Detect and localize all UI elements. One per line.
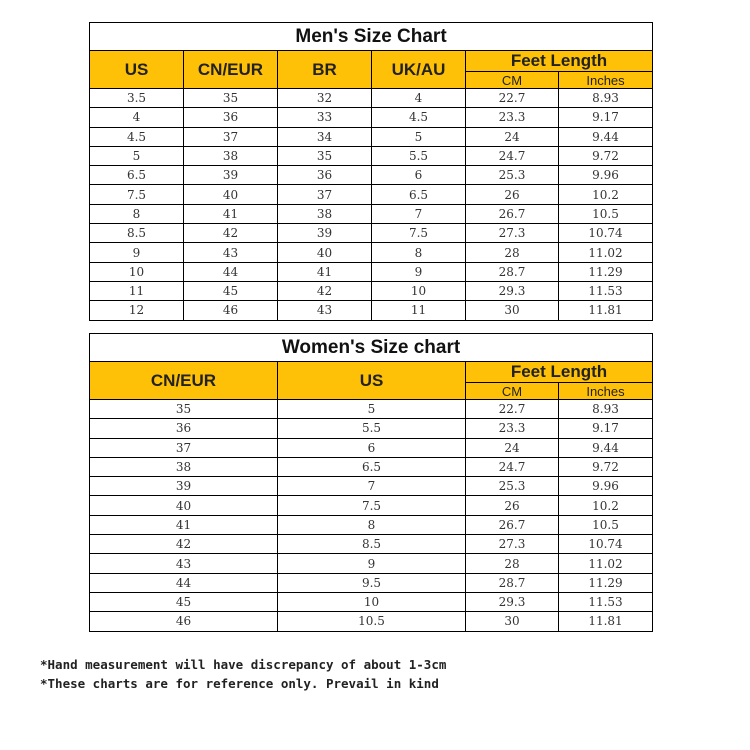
table-cell: 5.5: [372, 146, 466, 165]
men-header-cm: CM: [466, 72, 559, 89]
men-header-inches: Inches: [559, 72, 653, 89]
table-cell: 22.7: [466, 89, 559, 108]
table-cell: 7.5: [278, 496, 466, 515]
table-cell: 7.5: [90, 185, 184, 204]
table-row: [90, 262, 653, 281]
table-cell: 10: [90, 262, 184, 281]
table-row: [90, 146, 653, 165]
table-row: [90, 573, 653, 592]
table-cell: 27.3: [466, 224, 559, 243]
women-header-cm: CM: [466, 383, 559, 400]
table-cell: 44: [90, 573, 278, 592]
table-cell: 24.7: [466, 457, 559, 476]
table-cell: 37: [278, 185, 372, 204]
table-row: [90, 204, 653, 223]
table-cell: 26: [466, 185, 559, 204]
table-cell: 12: [90, 301, 184, 320]
table-row: [90, 224, 653, 243]
table-cell: 28.7: [466, 262, 559, 281]
table-cell: 11.29: [559, 262, 653, 281]
table-cell: 8: [372, 243, 466, 262]
table-cell: 28: [466, 554, 559, 573]
table-cell: 4.5: [90, 127, 184, 146]
table-cell: 10.74: [559, 224, 653, 243]
table-cell: 23.3: [466, 419, 559, 438]
table-row: [90, 457, 653, 476]
table-cell: 11.81: [559, 612, 653, 631]
table-cell: 26: [466, 496, 559, 515]
table-cell: 34: [278, 127, 372, 146]
table-cell: 25.3: [466, 166, 559, 185]
table-cell: 11.02: [559, 554, 653, 573]
table-cell: 26.7: [466, 204, 559, 223]
table-cell: 38: [278, 204, 372, 223]
table-cell: 42: [278, 281, 372, 300]
women-header-us: US: [278, 362, 466, 400]
table-cell: 42: [90, 535, 278, 554]
table-cell: 10.2: [559, 185, 653, 204]
table-cell: 10.74: [559, 535, 653, 554]
table-cell: 23.3: [466, 108, 559, 127]
table-row: [90, 515, 653, 534]
table-row: [90, 496, 653, 515]
table-row: [90, 185, 653, 204]
table-cell: 36: [90, 419, 278, 438]
table-cell: 24: [466, 127, 559, 146]
table-cell: 9.44: [559, 127, 653, 146]
table-row: [90, 89, 653, 108]
men-chart-title: Men's Size Chart: [90, 23, 653, 51]
table-row: [90, 400, 653, 419]
men-header-br: BR: [278, 51, 372, 89]
table-cell: 9.44: [559, 438, 653, 457]
women-table-body: [90, 400, 653, 632]
table-cell: 10: [278, 592, 466, 611]
table-row: [90, 438, 653, 457]
table-row: [90, 612, 653, 631]
men-header-uk-au: UK/AU: [372, 51, 466, 89]
table-cell: 11.81: [559, 301, 653, 320]
table-row: [90, 477, 653, 496]
table-cell: 4: [372, 89, 466, 108]
table-cell: 6: [372, 166, 466, 185]
table-cell: 30: [466, 612, 559, 631]
table-cell: 11.53: [559, 281, 653, 300]
note-measurement: *Hand measurement will have discrepancy of about 1-3cm: [40, 657, 447, 672]
table-row: [90, 419, 653, 438]
table-cell: 40: [278, 243, 372, 262]
table-cell: 33: [278, 108, 372, 127]
women-size-chart-table: [89, 333, 653, 632]
table-cell: 11.53: [559, 592, 653, 611]
table-row: [90, 592, 653, 611]
table-cell: 27.3: [466, 535, 559, 554]
table-cell: 24.7: [466, 146, 559, 165]
table-cell: 39: [278, 224, 372, 243]
table-cell: 9.72: [559, 146, 653, 165]
table-cell: 7: [278, 477, 466, 496]
table-cell: 37: [184, 127, 278, 146]
table-cell: 11: [90, 281, 184, 300]
table-cell: 8.5: [90, 224, 184, 243]
table-cell: 28: [466, 243, 559, 262]
table-row: [90, 108, 653, 127]
table-cell: 5: [278, 400, 466, 419]
table-cell: 11: [372, 301, 466, 320]
women-header-cn-eur: CN/EUR: [90, 362, 278, 400]
women-header-feet-length: Feet Length: [466, 362, 653, 383]
women-chart-title: Women's Size chart: [90, 334, 653, 362]
table-cell: 43: [90, 554, 278, 573]
table-cell: 36: [278, 166, 372, 185]
table-cell: 38: [90, 457, 278, 476]
table-cell: 6.5: [90, 166, 184, 185]
table-cell: 4: [90, 108, 184, 127]
men-table-body: [90, 89, 653, 321]
table-cell: 39: [184, 166, 278, 185]
table-cell: 46: [90, 612, 278, 631]
table-cell: 11.29: [559, 573, 653, 592]
table-cell: 43: [278, 301, 372, 320]
table-cell: 44: [184, 262, 278, 281]
table-cell: 9.5: [278, 573, 466, 592]
table-cell: 9.96: [559, 166, 653, 185]
table-cell: 45: [90, 592, 278, 611]
table-cell: 46: [184, 301, 278, 320]
table-cell: 4.5: [372, 108, 466, 127]
table-cell: 6.5: [278, 457, 466, 476]
notes: [40, 655, 720, 693]
table-cell: 10.5: [278, 612, 466, 631]
table-cell: 8: [90, 204, 184, 223]
table-cell: 8.5: [278, 535, 466, 554]
table-cell: 40: [184, 185, 278, 204]
table-cell: 36: [184, 108, 278, 127]
table-cell: 26.7: [466, 515, 559, 534]
table-cell: 10.5: [559, 204, 653, 223]
table-cell: 29.3: [466, 592, 559, 611]
table-cell: 25.3: [466, 477, 559, 496]
table-row: [90, 166, 653, 185]
table-cell: 35: [278, 146, 372, 165]
table-row: [90, 243, 653, 262]
table-cell: 8.93: [559, 400, 653, 419]
table-cell: 37: [90, 438, 278, 457]
table-cell: 38: [184, 146, 278, 165]
men-header-us: US: [90, 51, 184, 89]
table-cell: 32: [278, 89, 372, 108]
men-header-cn-eur: CN/EUR: [184, 51, 278, 89]
table-cell: 5: [372, 127, 466, 146]
table-cell: 8: [278, 515, 466, 534]
table-cell: 9.96: [559, 477, 653, 496]
table-cell: 9.17: [559, 108, 653, 127]
table-cell: 22.7: [466, 400, 559, 419]
table-cell: 9: [278, 554, 466, 573]
table-cell: 42: [184, 224, 278, 243]
table-cell: 7.5: [372, 224, 466, 243]
table-cell: 9: [372, 262, 466, 281]
table-cell: 41: [184, 204, 278, 223]
table-cell: 5.5: [278, 419, 466, 438]
table-cell: 6.5: [372, 185, 466, 204]
table-cell: 28.7: [466, 573, 559, 592]
table-cell: 9.17: [559, 419, 653, 438]
table-cell: 35: [90, 400, 278, 419]
note-reference: *These charts are for reference only. Prevail in kind: [40, 676, 439, 691]
table-cell: 40: [90, 496, 278, 515]
women-header-inches: Inches: [559, 383, 653, 400]
table-cell: 45: [184, 281, 278, 300]
table-cell: 29.3: [466, 281, 559, 300]
table-cell: 10: [372, 281, 466, 300]
table-row: [90, 535, 653, 554]
table-cell: 41: [278, 262, 372, 281]
table-cell: 10.2: [559, 496, 653, 515]
men-size-chart-table: [89, 22, 653, 321]
table-row: [90, 281, 653, 300]
table-cell: 6: [278, 438, 466, 457]
table-cell: 11.02: [559, 243, 653, 262]
table-row: [90, 554, 653, 573]
table-cell: 9: [90, 243, 184, 262]
table-cell: 10.5: [559, 515, 653, 534]
table-row: [90, 301, 653, 320]
table-cell: 8.93: [559, 89, 653, 108]
table-cell: 39: [90, 477, 278, 496]
table-cell: 35: [184, 89, 278, 108]
men-header-feet-length: Feet Length: [466, 51, 653, 72]
table-cell: 5: [90, 146, 184, 165]
table-row: [90, 127, 653, 146]
table-cell: 41: [90, 515, 278, 534]
table-cell: 3.5: [90, 89, 184, 108]
table-cell: 7: [372, 204, 466, 223]
table-cell: 24: [466, 438, 559, 457]
table-cell: 30: [466, 301, 559, 320]
table-cell: 43: [184, 243, 278, 262]
table-cell: 9.72: [559, 457, 653, 476]
